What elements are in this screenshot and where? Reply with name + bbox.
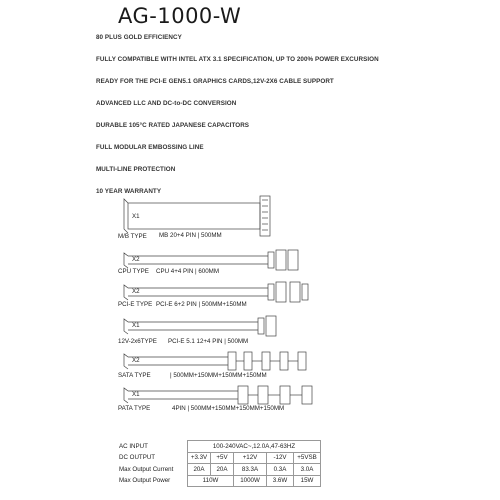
max-current-cell: 0.3A [267,464,294,476]
max-current-cell: 3.0A [294,464,321,476]
max-power-row [117,475,321,487]
product-title: AG-1000-W [118,4,242,28]
max-current-cell: 20A [211,464,234,476]
pata-type-label: PATA TYPE [118,405,151,412]
pcie-qty: X2 [132,288,140,295]
mb-spec-label: MB 20+4 PIN | 500MM [159,232,222,239]
12v-qty: X1 [132,322,140,329]
sata-type-label: SATA TYPE [118,372,151,379]
cpu-cable-drawing [124,250,298,270]
dc-output-cell: +5VSB [294,452,321,464]
max-current-cell: 20A [188,464,211,476]
dc-output-label: DC OUTPUT [119,454,156,462]
cpu-spec-label: CPU 4+4 PIN | 600MM [156,268,219,275]
dc-output-row [117,452,321,464]
dc-output-cell: +12V [234,452,267,464]
feature-item: 10 YEAR WARRANTY [96,188,162,195]
ac-input-row [117,441,321,453]
pata-qty: X1 [132,391,140,398]
mb-qty: X1 [132,213,140,220]
ac-input-value: 100-240VAC~,12.0A,47-63HZ [188,441,321,453]
12v-spec-label: PCI-E 5.1 12+4 PIN | 500MM [168,338,249,345]
max-power-cell: 3.6W [267,475,294,487]
pcie-type-label: PCI-E TYPE [118,301,153,308]
sata-spec-label: | 500MM+150MM+150MM+150MM [170,372,267,379]
ac-input-label: AC INPUT [119,442,148,450]
feature-item: FULLY COMPATIBLE WITH INTEL ATX 3.1 SPECIFICATION, UP TO 200% POWER EXCURSION [96,56,379,63]
dc-output-cell: +5V [211,452,234,464]
max-power-cell: 1000W [234,475,267,487]
12v-2x6-cable-drawing [124,316,276,336]
dc-output-cell: +3.3V [188,452,211,464]
feature-item: FULL MODULAR EMBOSSING LINE [96,144,204,151]
sata-qty: X2 [132,357,140,364]
feature-item: ADVANCED LLC AND DC-to-DC CONVERSION [96,100,237,107]
max-power-label: Max Output Power [119,477,171,485]
feature-item: DURABLE 105°C RATED JAPANESE CAPACITORS [96,122,250,129]
cpu-qty: X2 [132,256,140,263]
pcie-cable-drawing [124,282,308,302]
feature-item: READY FOR THE PCI-E GEN5.1 GRAPHICS CARDS,12V-2X6 CABLE SUPPORT [96,78,334,85]
sata-cable-drawing [124,352,306,370]
dc-output-cell: -12V [267,452,294,464]
mb-type-label: M/B TYPE [118,233,147,240]
feature-item: 80 PLUS GOLD EFFICIENCY [96,34,182,41]
pata-cable-drawing [124,386,312,404]
max-power-cell: 15W [294,475,321,487]
12v-type-label: 12V-2x6TYPE [118,338,157,345]
pcie-spec-label: PCI-E 6+2 PIN | 500MM+150MM [156,301,247,308]
spec-table [117,440,321,487]
cpu-type-label: CPU TYPE [118,268,149,275]
max-current-cell: 83.3A [234,464,267,476]
max-current-row [117,464,321,476]
mb-cable-drawing [124,196,270,236]
feature-item: MULTI-LINE PROTECTION [96,166,176,173]
max-current-label: Max Output Current [119,465,174,473]
pata-spec-label: 4PIN | 500MM+150MM+150MM+150MM [172,405,285,412]
max-power-cell: 110W [188,475,234,487]
